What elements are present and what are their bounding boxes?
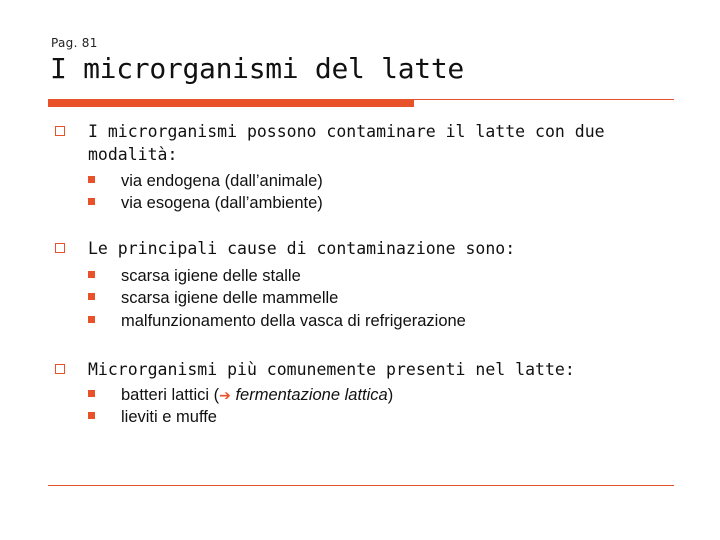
sub-bullet-emphasis: fermentazione lattica [235, 386, 388, 404]
filled-square-bullet-icon [88, 198, 95, 205]
sub-bullet-text: lieviti e muffe [121, 408, 217, 426]
bullet-text [88, 358, 658, 381]
filled-square-bullet-icon [88, 271, 95, 278]
filled-square-bullet-icon [88, 316, 95, 323]
sub-bullet-text: scarsa igiene delle mammelle [121, 289, 339, 307]
bullet-text-line-1: Microrganismi più comunemente presenti nel latte: [88, 360, 575, 379]
page-number: Pag. 81 [51, 36, 98, 50]
sub-bullet-item [88, 407, 648, 429]
sub-bullet-prefix: batteri lattici ( [121, 386, 220, 404]
title-accent-bar [48, 100, 414, 107]
sub-bullet-suffix: ) [387, 386, 394, 404]
filled-square-bullet-icon [88, 412, 95, 419]
filled-square-bullet-icon [88, 293, 95, 300]
sub-bullet-item [88, 266, 648, 288]
hollow-square-bullet-icon [55, 243, 65, 253]
sub-bullet-text: via endogena (dall’animale) [121, 172, 323, 190]
hollow-square-bullet-icon [55, 364, 65, 374]
sub-bullet-text: scarsa igiene delle stalle [121, 267, 301, 285]
right-arrow-icon: ➔ [219, 388, 231, 404]
sub-bullet-text: via esogena (dall’ambiente) [121, 194, 323, 212]
sub-bullet-item [88, 193, 648, 215]
bullet-text-line-1: I microrganismi possono contaminare il latte con due [88, 122, 605, 141]
sub-bullet-item [88, 385, 648, 407]
filled-square-bullet-icon [88, 176, 95, 183]
footer-divider-line [48, 485, 674, 486]
sub-bullet-item [88, 311, 648, 333]
bullet-text [88, 120, 658, 166]
sub-bullet-text: malfunzionamento della vasca di refrigerazione [121, 312, 466, 330]
filled-square-bullet-icon [88, 390, 95, 397]
bullet-text-line-2: modalità: [88, 145, 178, 164]
slide-title: I microrganismi del latte [50, 52, 464, 85]
sub-bullet-text [121, 385, 393, 406]
bullet-text-line-1: Le principali cause di contaminazione sono: [88, 239, 516, 258]
sub-bullet-item [88, 288, 648, 310]
sub-bullet-item [88, 171, 648, 193]
bullet-text [88, 237, 658, 260]
hollow-square-bullet-icon [55, 126, 65, 136]
